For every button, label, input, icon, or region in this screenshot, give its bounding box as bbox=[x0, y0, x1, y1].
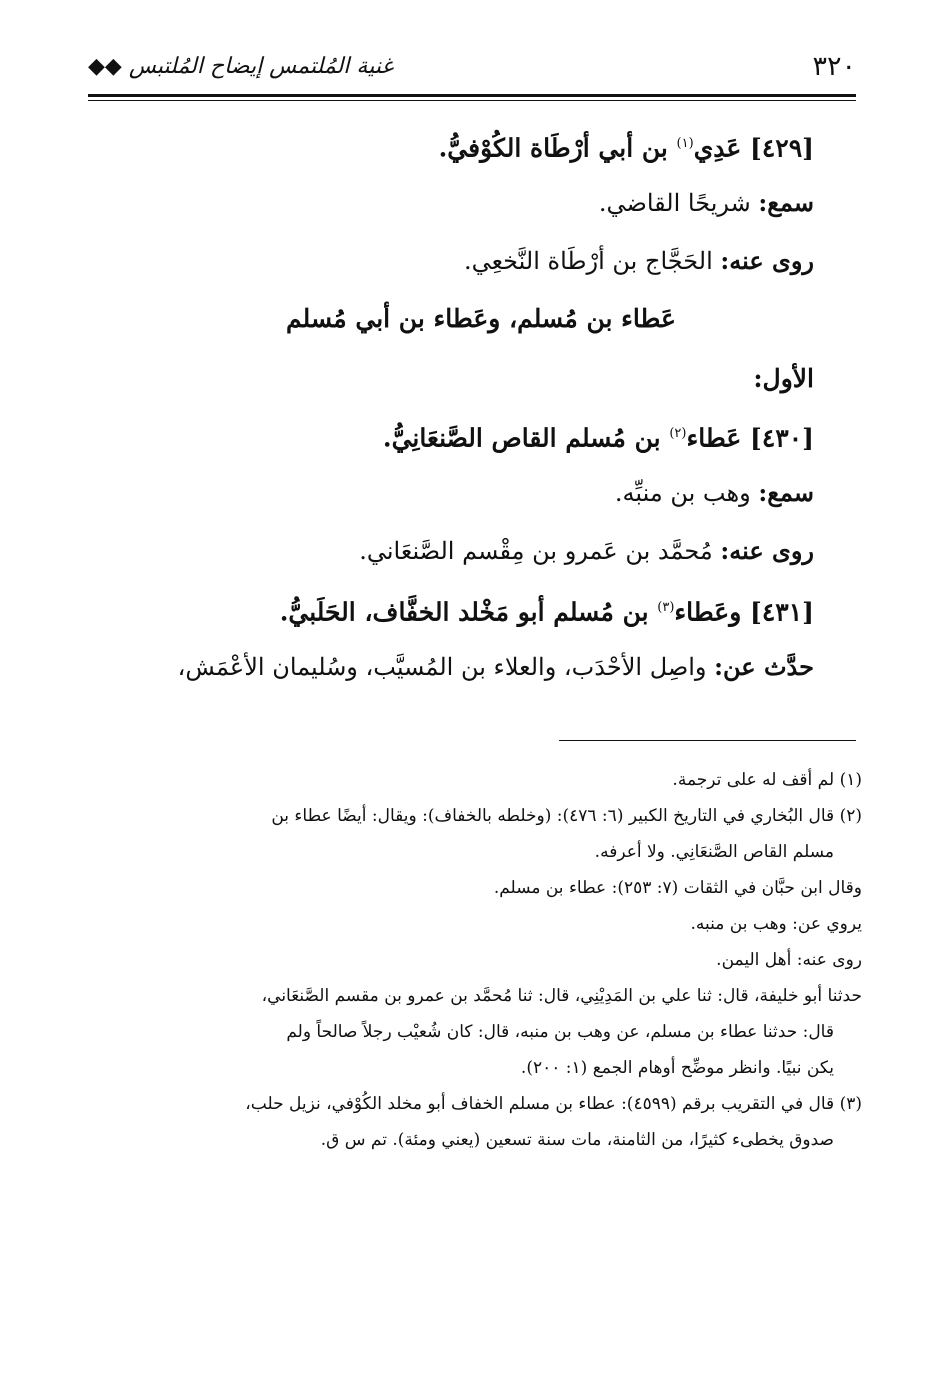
entry-431-heading bbox=[88, 584, 814, 642]
field-label: روى عنه: bbox=[720, 246, 814, 275]
footnote-line: قال: حدثنا عطاء بن مسلم، عن وهب بن منبه، قال: كان شُعيْب رجلاً صالحاً ولم bbox=[286, 1022, 834, 1042]
entry-name-part1: عَطاء bbox=[686, 423, 742, 453]
footnote-line: وقال ابن حبَّان في الثقات (٧: ٢٥٣): عطاء بن مسلم. bbox=[493, 878, 862, 898]
first-label: الأول: bbox=[753, 364, 814, 393]
footnote-marker: (٢) bbox=[669, 426, 687, 441]
running-title: غنية المُلتمس إيضاح المُلتبس ◆◆ bbox=[88, 53, 393, 79]
footnote-line: مسلم القاص الصَّنعَانِي. ولا أعرفه. bbox=[594, 842, 834, 862]
entry-number: [٤٢٩] bbox=[750, 133, 814, 163]
main-text bbox=[88, 120, 814, 700]
entry-number: [٤٣٠] bbox=[750, 423, 814, 453]
footnote-marker: (١) bbox=[676, 136, 694, 151]
entry-429-narrated-by bbox=[88, 236, 814, 294]
entry-name-part2: بن أبي أرْطَاة الكُوْفيُّ. bbox=[438, 133, 668, 163]
entry-430-narrated-by bbox=[88, 526, 814, 584]
entry-429-heading bbox=[88, 120, 814, 178]
section-title: عَطاء بن مُسلم، وعَطاء بن أبي مُسلم bbox=[286, 304, 676, 333]
footnote-line: يكن نبيًا. وانظر موضِّح أوهام الجمع (١: ٢٠٠). bbox=[520, 1058, 834, 1078]
field-label: سمع: bbox=[758, 478, 814, 507]
entry-name-part2: بن مُسلم القاص الصَّنعَانِيُّ. bbox=[382, 423, 661, 453]
footnote-line: صدوق يخطىء كثيرًا، من الثامنة، مات سنة تسعين (يعني ومئة). تم س ق. bbox=[320, 1130, 834, 1150]
field-value: الحَجَّاج بن أرْطَاة النَّخعِي. bbox=[463, 247, 713, 275]
entry-429-heard bbox=[88, 178, 814, 236]
footnote-line: (١) لم أقف له على ترجمة. bbox=[672, 770, 862, 790]
page-number: ٣٢٠ bbox=[812, 50, 856, 82]
entry-name-part1: وعَطاء bbox=[674, 597, 742, 627]
field-value: مُحمَّد بن عَمرو بن مِقْسم الصَّنعَاني. bbox=[359, 537, 713, 565]
footnotes bbox=[82, 762, 862, 1158]
entry-430-heard bbox=[88, 468, 814, 526]
field-label: روى عنه: bbox=[720, 536, 814, 565]
field-label: حدَّث عن: bbox=[714, 652, 814, 681]
footnote-line: يروي عن: وهب بن منبه. bbox=[690, 914, 862, 934]
header-rule-thin bbox=[88, 100, 856, 101]
header-rule-thick bbox=[88, 94, 856, 97]
field-value: وهب بن منبِّه. bbox=[614, 479, 751, 507]
field-label: سمع: bbox=[758, 188, 814, 217]
footnote-line: روى عنه: أهل اليمن. bbox=[716, 950, 862, 970]
page-header bbox=[88, 44, 856, 88]
footnote-marker: (٣) bbox=[657, 600, 675, 615]
entry-number: [٤٣١] bbox=[750, 597, 814, 627]
footnote-line: (٣) قال في التقريب برقم (٤٥٩٩): عطاء بن مسلم الخفاف أبو مخلد الكُوْفي، نزيل حلب، bbox=[245, 1094, 862, 1114]
footnote-line: حدثنا أبو خليفة، قال: ثنا علي بن المَدِيْنِي، قال: ثنا مُحمَّد بن عمرو بن مقسم الصَّنعَاني، bbox=[261, 986, 862, 1006]
footnote-separator bbox=[559, 740, 856, 741]
field-value: واصِل الأحْدَب، والعلاء بن المُسيَّب، وسُليمان الأعْمَش، bbox=[177, 653, 707, 681]
field-value: شريحًا القاضي. bbox=[598, 189, 751, 217]
entry-name-part2: بن مُسلم أبو مَخْلد الخفَّاف، الحَلَبيُّ. bbox=[279, 597, 649, 627]
entry-431-related-from bbox=[88, 642, 814, 700]
entry-name-part1: عَدِي bbox=[693, 133, 742, 163]
footnote-line: (٢) قال البُخاري في التاريخ الكبير (٦: ٤٧٦): (وخلطه بالخفاف): ويقال: أيضًا عطاء بن bbox=[271, 806, 862, 826]
entry-430-heading bbox=[88, 410, 814, 468]
